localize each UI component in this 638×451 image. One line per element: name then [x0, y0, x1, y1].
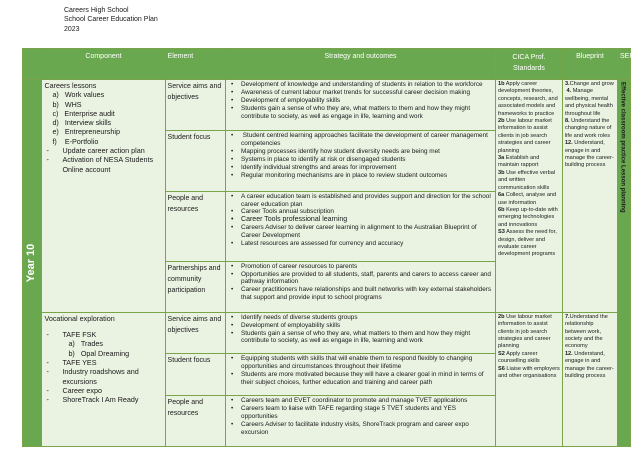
- s1-element-service-aims: Service aims and objectives: [165, 80, 225, 131]
- list-item: • Career Tools annual subscription: [228, 208, 493, 216]
- list-item: • Opportunities are provided to all students, staff, parents and carers to access career and pathway information: [228, 271, 493, 287]
- list-item: b) WHS: [52, 99, 82, 109]
- header-row: [23, 49, 631, 80]
- s2-element-student-focus: Student focus: [165, 354, 225, 396]
- list-item: • Careers team and EVET coordinator to promote and manage TVET applications: [228, 397, 493, 405]
- list-item: • Students gain a sense of who they are, what matters to them and how they might contribute to society, as well as engage in life, learning and work: [228, 330, 493, 346]
- list-item: • Career practitioners have relationships and built networks with key external stakeholders that support and provide input to school programs: [228, 286, 493, 302]
- list-item: • Development of employability skills: [228, 97, 493, 105]
- header-sef: SEF: [618, 49, 631, 80]
- list-item: • Development of employability skills: [228, 322, 493, 330]
- s1-element-people-resources: People and resources: [165, 191, 225, 261]
- school-name: Careers High School: [64, 7, 129, 14]
- sef-text: Effective classroom practice Lesson planning: [619, 82, 626, 213]
- list-item: • Careers Adviser to deliver career learning in alignment to the Australian Blueprint of Career Development: [228, 224, 493, 240]
- list-item: • Career Tools professional learning: [228, 216, 493, 224]
- list-item: • Careers Adviser to facilitate industry visits, ShoreTrack program and career expo excursion: [228, 421, 493, 437]
- list-item: a) Work values: [52, 90, 105, 100]
- s2-element-service-aims: Service aims and objectives: [165, 312, 225, 354]
- s2-component: [42, 312, 165, 446]
- s2-activity-list: [44, 330, 162, 404]
- s1-element-partnerships: Partnerships and community participation: [165, 261, 225, 312]
- s1-action-list: [44, 146, 162, 174]
- s2-row-1: [23, 312, 631, 354]
- list-item: • Identify needs of diverse students groups: [228, 314, 493, 322]
- s2-strategy-student-focus: [226, 354, 496, 396]
- list-item: • Student centred learning approaches facilitate the development of career management competencies: [228, 132, 493, 148]
- s2-element-people-resources: People and resources: [165, 395, 225, 446]
- list-item: • Careers team to liaise with TAFE regarding stage 5 TVET students and YES opportunities: [228, 405, 493, 421]
- list-item: • Students gain a sense of who they are, what matters to them and how they might contribute to society, as well as engage in life, learning and work: [228, 105, 493, 121]
- header-strategy: Strategy and outcomes: [226, 49, 496, 80]
- s1-strategy-service-aims: [226, 80, 496, 131]
- list-item: • Students are more motivated because they will have a clearer goal in mind in terms of their subject choices, further education and training and career path: [228, 371, 493, 387]
- s1-component: [42, 80, 165, 313]
- sef-cell: [618, 80, 631, 447]
- list-item: a) Trades: [68, 339, 103, 349]
- header-blueprint: Blueprint: [562, 49, 617, 80]
- list-item: • Promotion of career resources to parents: [228, 263, 493, 271]
- year-label: Year 10: [25, 243, 38, 283]
- list-item: c) Enterprise audit: [52, 108, 115, 118]
- list-item: • Latest resources are assessed for currency and accuracy: [228, 240, 493, 248]
- list-item: - Update career action plan: [44, 146, 162, 155]
- header-component: Component: [42, 49, 165, 80]
- list-item: d) Interview skills: [52, 118, 112, 128]
- s2-cica-standards: 2b Use labour market information to assist clients in job search strategies and career planning S2 Apply career counselling skills S6 Liaise with employers and other organisations: [495, 312, 562, 446]
- document-year: 2023: [64, 25, 80, 33]
- s1-cica-standards: 1b Apply career development theories, concepts, research, and associated models and frameworks to practice 2b Use labour market information to assist clients in job search strategies and career planning 3a Establish and maintain rapport 3b Use effective verbal and written communication skills 6a Collect, analyse and use information 6b Keep up-to-date with emerging technologies and innovations S3 Assess the need for, design, deliver and evaluate career development programs: [495, 80, 562, 313]
- list-item: b) Opal Dreaming: [68, 348, 130, 358]
- list-item: - TAFE YES: [44, 358, 162, 367]
- list-item: • Systems in place to identify at risk or disengaged students: [228, 156, 493, 164]
- s2-component-title: Vocational exploration: [44, 313, 115, 323]
- s1-strategy-people-resources: [226, 191, 496, 261]
- s1-lesson-list: [44, 90, 162, 146]
- header-cica-standards: CICA Prof. Standards: [495, 49, 562, 80]
- s1-strategy-partnerships: [226, 261, 496, 312]
- list-item: - ShoreTrack I Am Ready: [44, 395, 162, 404]
- document-header: [64, 6, 158, 34]
- header-year-corner: [23, 49, 42, 80]
- s1-element-student-focus: Student focus: [165, 131, 225, 192]
- list-item: • A career education team is established and provides support and direction for the school career education plan: [228, 193, 493, 209]
- s2-strategy-service-aims: [226, 312, 496, 354]
- document-title: School Career Education Plan: [64, 16, 158, 24]
- list-item: • Regular monitoring mechanisms are in place to review student outcomes: [228, 172, 493, 180]
- list-item: - TAFE FSK: [44, 330, 162, 339]
- header-element: Element: [165, 49, 225, 80]
- list-item: • Development of knowledge and understanding of students in relation to the workforce: [228, 81, 493, 89]
- s1-component-title: Careers lessons: [44, 81, 97, 90]
- s1-blueprint: 3.Change and grow 4. Manage wellbeing, mental and physical health throughout life 8. Understand the changing nature of life and work roles 12. Understand, engage in and manage the career-building process: [562, 80, 617, 313]
- list-item: e) Entrepreneurship: [52, 127, 120, 137]
- list-item: • Equipping students with skills that will enable them to respond flexibly to changing opportunities and circumstances throughout their lifetime: [228, 355, 493, 371]
- year-label-cell: [23, 80, 42, 447]
- s1-strategy-student-focus: [226, 131, 496, 192]
- list-item: - Activation of NESA Students Online account: [44, 155, 162, 174]
- s2-blueprint: 7.Understand the relationship between work, society and the economy 12. Understand, engage in and manage the career-building process: [562, 312, 617, 446]
- s1-row-1: [23, 80, 631, 131]
- list-item: • Mapping processes identify how student diversity needs are being met: [228, 148, 493, 156]
- career-plan-table: [22, 48, 634, 447]
- list-item: - Career expo: [44, 386, 162, 395]
- s2-strategy-people-resources: [226, 395, 496, 446]
- list-item: - Industry roadshows and excursions: [44, 367, 162, 386]
- list-item: • Identify individual strengths and areas for improvement: [228, 164, 493, 172]
- list-item: • Awareness of current labour market trends for successful career decision making: [228, 89, 493, 97]
- list-item: f) E-Portfolio: [52, 136, 99, 146]
